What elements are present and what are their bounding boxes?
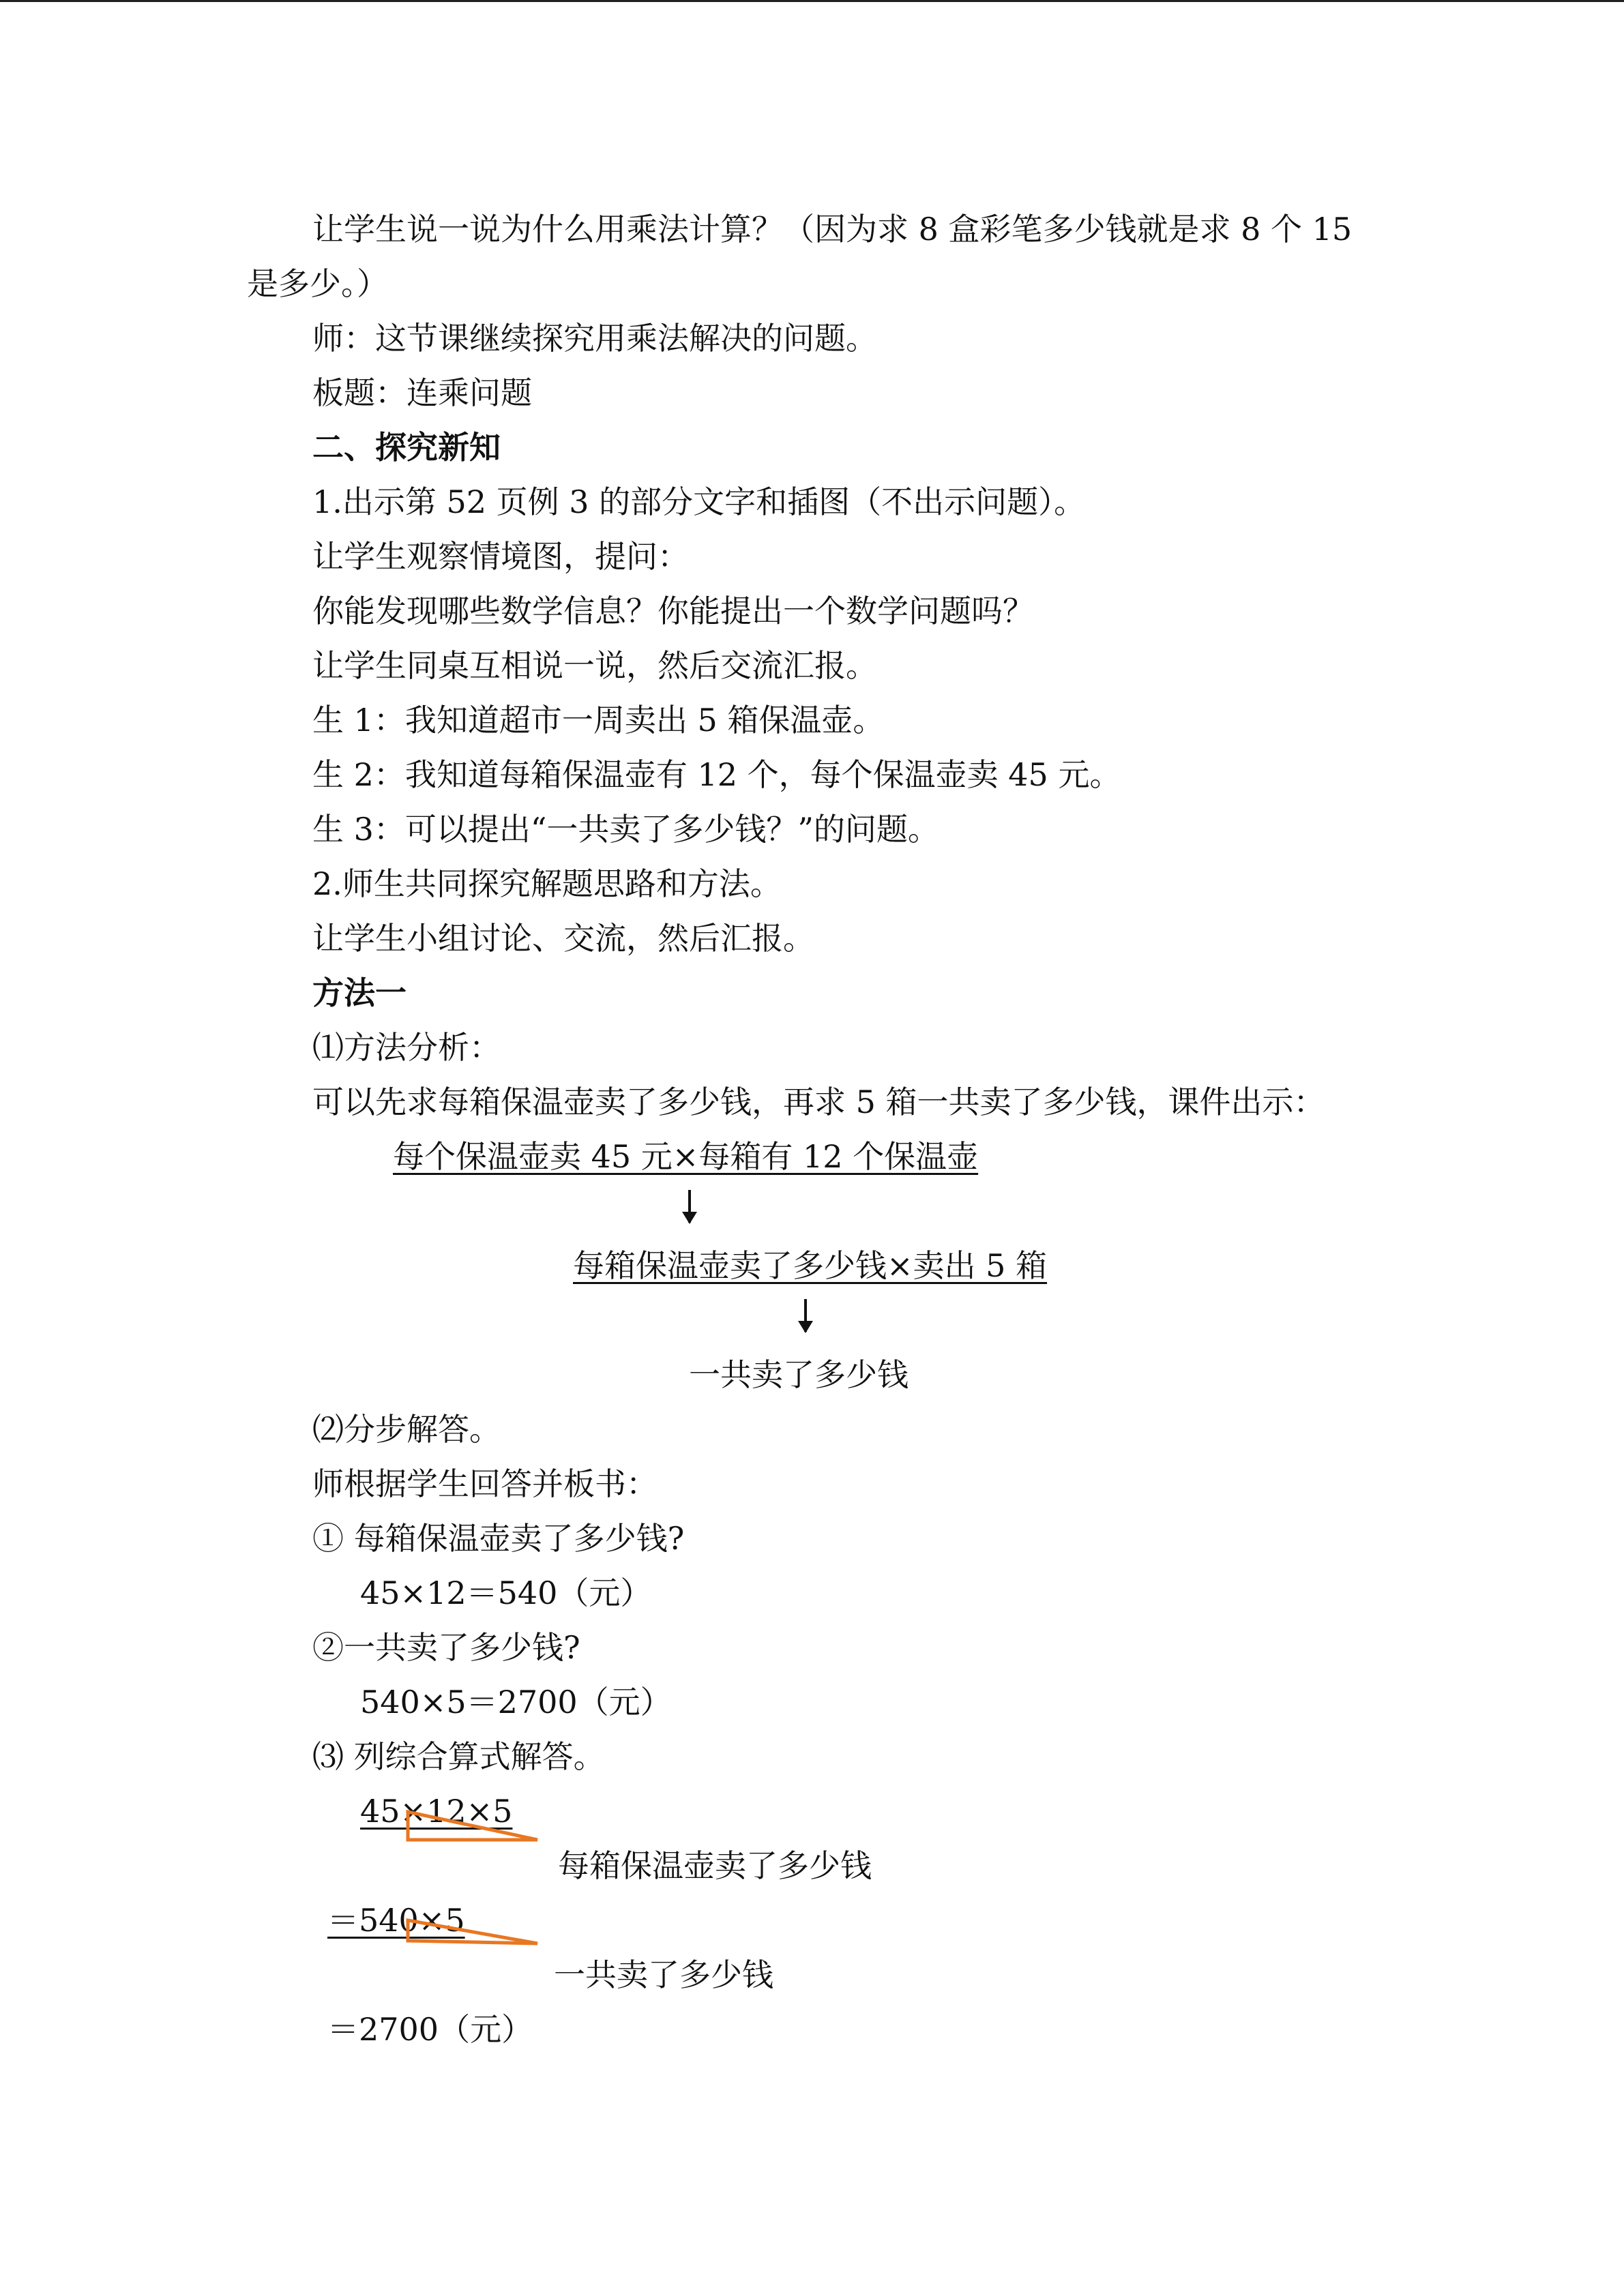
subsection-label: ⑵分步解答。 (312, 1411, 501, 1448)
subsection-label: ⑶ 列综合算式解答。 (312, 1738, 605, 1775)
paragraph: 可以先求每箱保温壶卖了多少钱，再求 5 箱一共卖了多少钱，课件出示： (312, 1084, 1325, 1120)
combined-result: ＝2700（元） (327, 2011, 533, 2048)
question-1: ① 每箱保温壶卖了多少钱? (312, 1520, 685, 1557)
subsection-label: ⑴方法分析： (312, 1029, 501, 1066)
paragraph: 让学生同桌互相说一说，然后交流汇报。 (312, 647, 877, 684)
paragraph-line: 让学生说一说为什么用乘法计算？（因为求 8 盒彩笔多少钱就是求 8 个 15 (312, 211, 1353, 248)
flow-step-1: 每个保温壶卖 45 元×每箱有 12 个保温壶 (393, 1138, 979, 1175)
question-2: ②一共卖了多少钱? (312, 1629, 580, 1666)
paragraph: 生 2：我知道每箱保温壶有 12 个，每个保温壶卖 45 元。 (312, 756, 1121, 793)
callout-note-1: 每箱保温壶卖了多少钱 (558, 1847, 872, 1884)
combined-step-2: ＝540×5 (327, 1902, 465, 1939)
paragraph: 2.师生共同探究解题思路和方法。 (312, 865, 782, 902)
equation-1: 45×12＝540（元） (360, 1575, 652, 1611)
paragraph: 师：这节课继续探究用乘法解决的问题。 (312, 320, 877, 357)
page-top-border (0, 0, 1624, 2)
paragraph: 你能发现哪些数学信息？你能提出一个数学问题吗？ (312, 593, 1034, 629)
paragraph: 让学生观察情境图，提问： (312, 538, 689, 575)
paragraph: 生 1：我知道超市一周卖出 5 箱保温壶。 (312, 702, 885, 739)
callout-note-2: 一共卖了多少钱 (554, 1956, 773, 1993)
equation-2: 540×5＝2700（元） (360, 1684, 672, 1720)
method-heading: 方法一 (312, 974, 407, 1011)
flow-step-2: 每箱保温壶卖了多少钱×卖出 5 箱 (573, 1247, 1048, 1284)
paragraph: 让学生小组讨论、交流，然后汇报。 (312, 920, 814, 957)
section-heading: 二、探究新知 (312, 429, 501, 466)
paragraph: 师根据学生回答并板书： (312, 1465, 658, 1502)
flow-result: 一共卖了多少钱 (689, 1356, 909, 1393)
combined-expression: 45×12×5 (360, 1793, 513, 1830)
paragraph-line: 是多少。） (247, 265, 388, 302)
down-arrow-icon (804, 1299, 807, 1332)
paragraph: 1.出示第 52 页例 3 的部分文字和插图（不出示问题）。 (312, 483, 1086, 520)
paragraph: 板题：连乘问题 (312, 374, 532, 411)
paragraph: 生 3：可以提出“一共卖了多少钱？”的问题。 (312, 811, 939, 848)
down-arrow-icon (688, 1190, 691, 1223)
